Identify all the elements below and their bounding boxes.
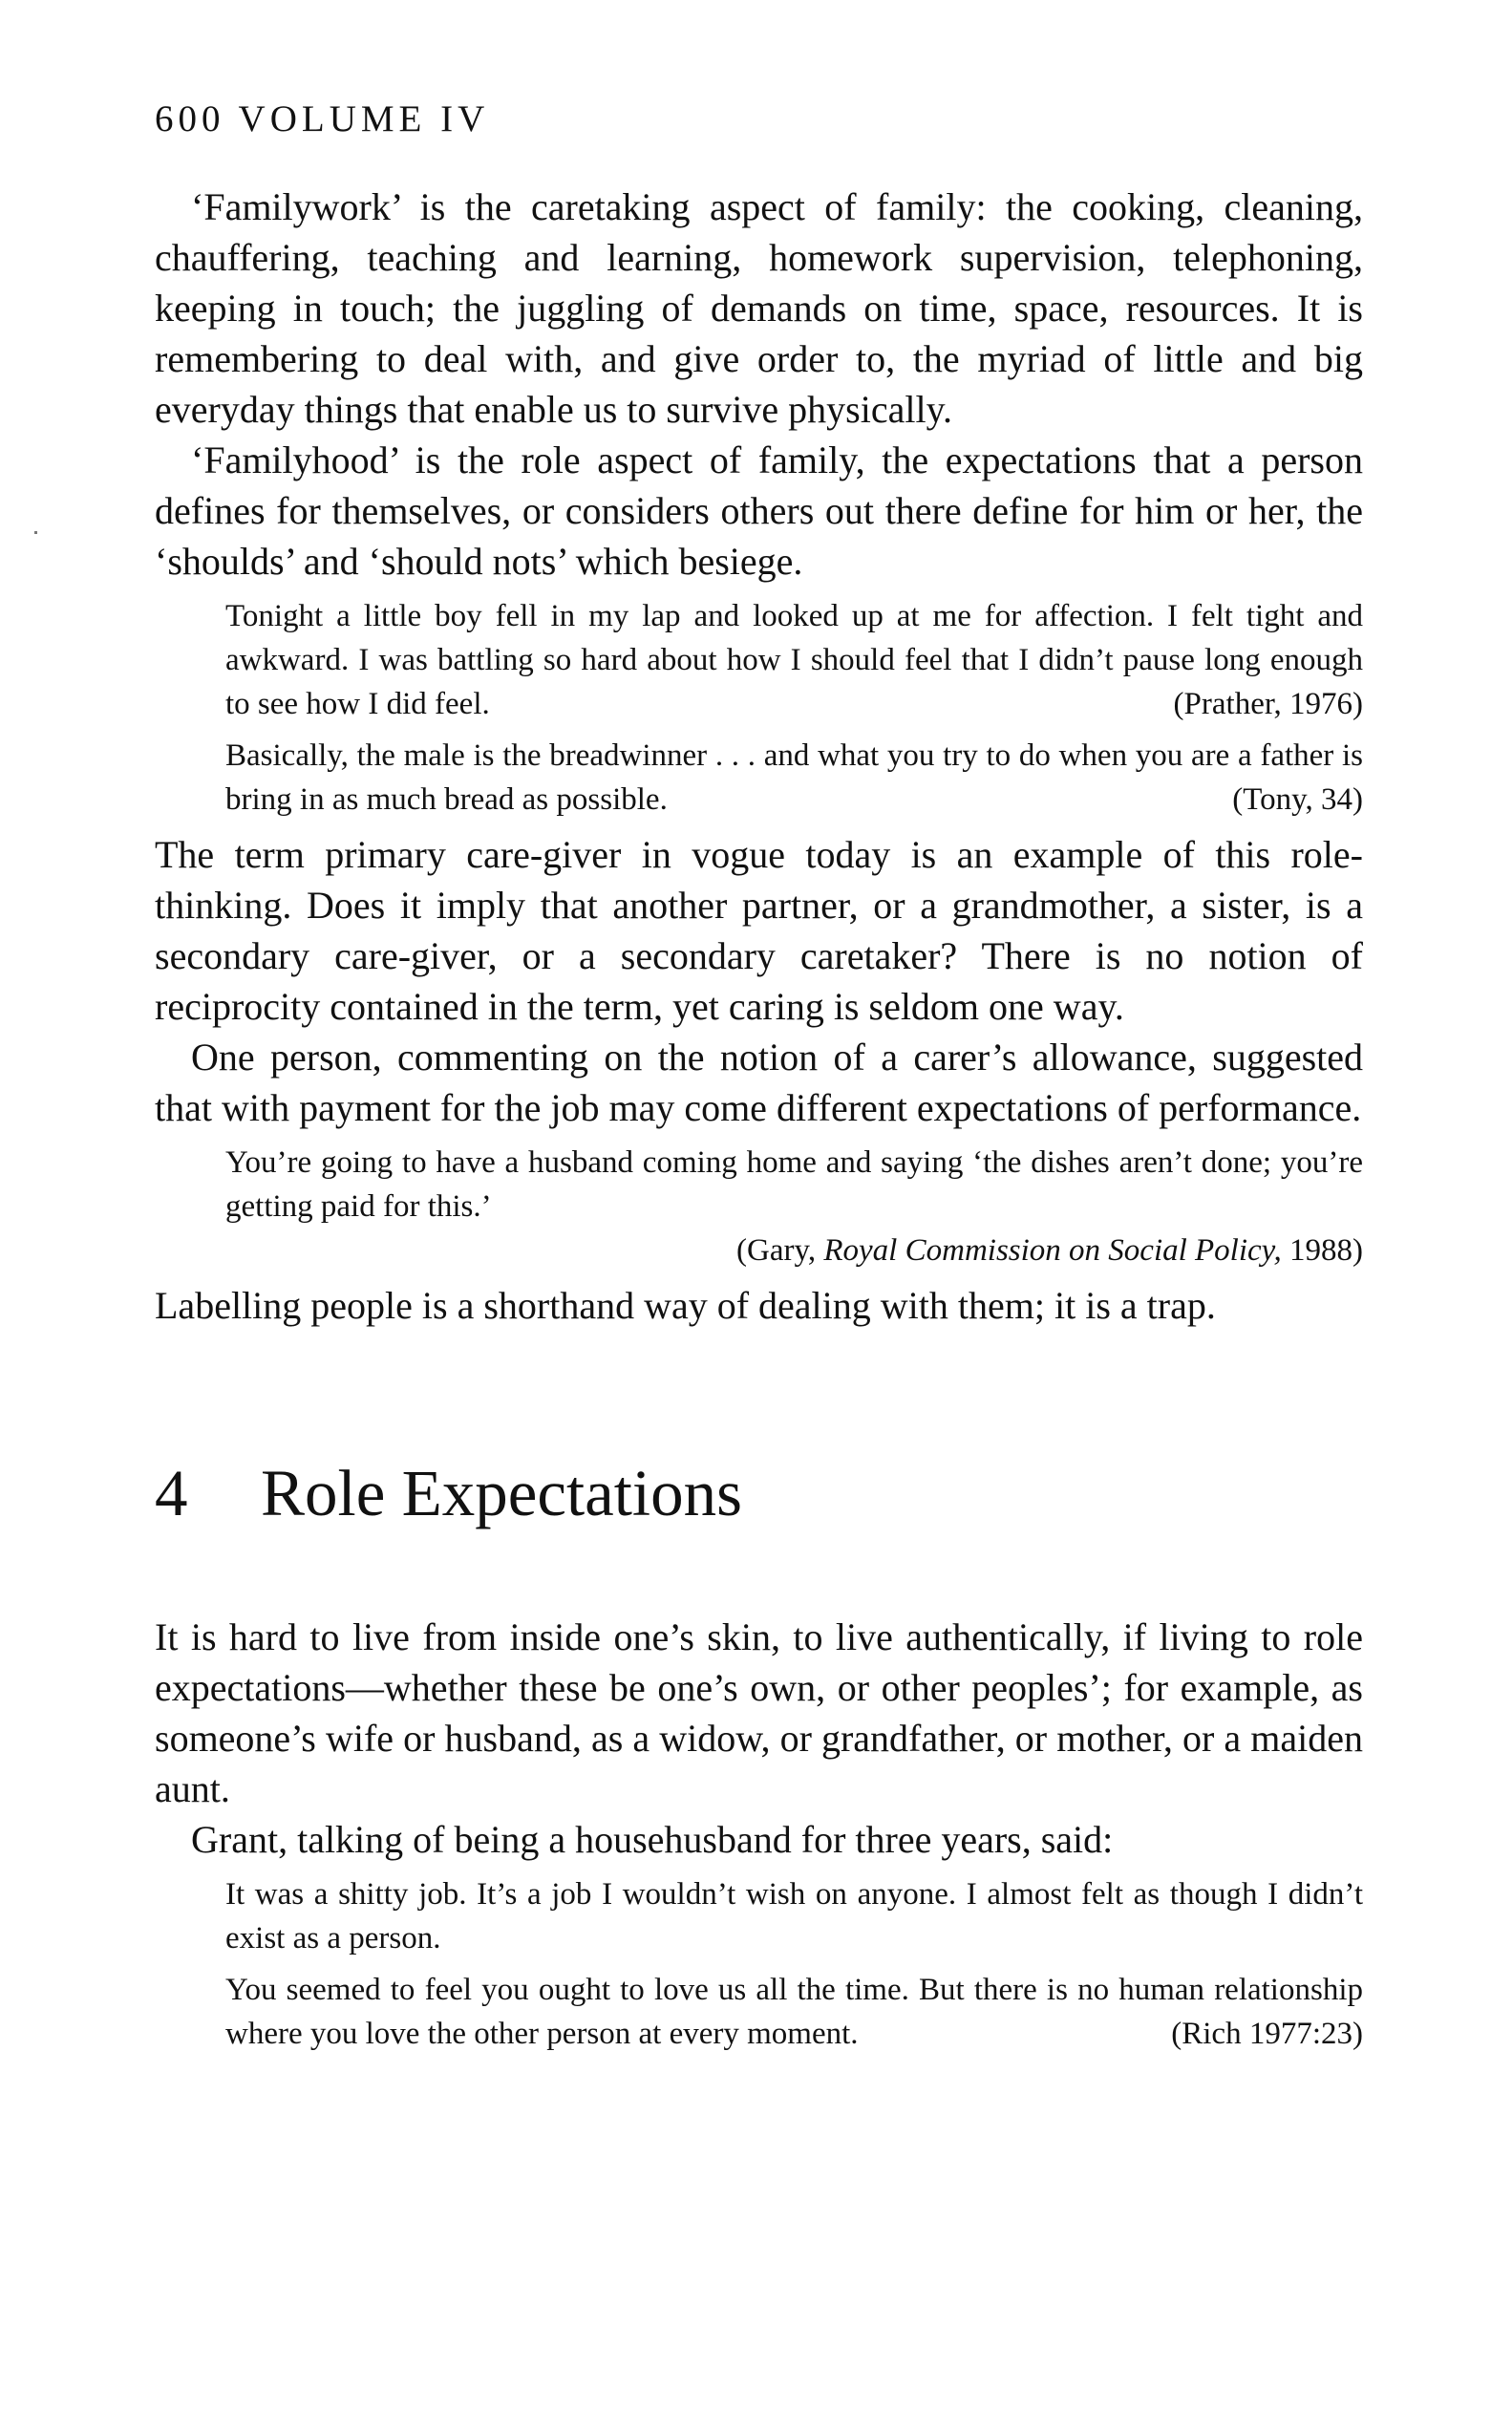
section-heading [155, 1455, 1363, 1531]
quote-citation [225, 1229, 1363, 1272]
running-head: 600 VOLUME IV [155, 98, 490, 139]
quote-grant [225, 1872, 1363, 1960]
quote-rich [225, 1968, 1363, 2056]
paragraph-familywork: ‘Familywork’ is the caretaking aspect of family: the cooking, cleaning, chauffering, teaching and learning, homework supervision, telephoning, keeping in touch; the juggling of demands on time, space, resources. It is remembering to deal with, and give order to, the myriad of little and big everyday things that enable us to survive physically. [155, 185, 1363, 431]
paragraph-role-expectations: It is hard to live from inside one’s skin, to live authentically, if living to role expectations—whether these be one’s own, or other peoples’; for example, as someone’s wife or husband, as a widow, or grandfather, or mother, or a maiden aunt. [155, 1615, 1363, 1810]
paragraph-familyhood: ‘Familyhood’ is the role aspect of family, the expectations that a person defines for themselves, or considers others out there define for him or her, the ‘shoulds’ and ‘should nots’ which besiege. [155, 438, 1363, 583]
quote-text: Tonight a little boy fell in my lap and looked up at me for affection. I felt tight and awkward. I was battling so hard about how I should feel that I didn’t pause long enough to see how I did feel. [225, 599, 1363, 721]
quote-citation: (Rich 1977:23) [1171, 2017, 1363, 2051]
section-number: 4 [155, 1457, 188, 1529]
citation-year: 1988) [1281, 1233, 1363, 1268]
paragraph-labelling: Labelling people is a shorthand way of dealing with them; it is a trap. [155, 1284, 1216, 1327]
section-title: Role Expectations [261, 1457, 742, 1529]
quote-tony [225, 734, 1363, 822]
quote-prather [225, 594, 1363, 726]
paragraph-grant: Grant, talking of being a househusband for three years, said: [191, 1818, 1114, 1861]
paragraph-carers-allowance: One person, commenting on the notion of a carer’s allowance, suggested that with payment for the job may come different expectations of performance. [155, 1036, 1363, 1129]
quote-text: Basically, the male is the breadwinner . . . and what you try to do when you are a father is bring in as much bread as possible. [225, 738, 1363, 817]
quote-text: You seemed to feel you ought to love us all the time. But there is no human relationship where you love the other person at every moment. [225, 1973, 1363, 2051]
stray-mark [34, 531, 37, 534]
citation-source: Royal Commission on Social Policy, [823, 1233, 1282, 1268]
quote-text: You’re going to have a husband coming home and saying ‘the dishes aren’t done; you’re getting paid for this.’ [225, 1145, 1363, 1224]
paragraph-primary-care-giver: The term primary care-giver in vogue today is an example of this role-thinking. Does it imply that another partner, or a grandmother, a sister, is a secondary care-giver, or a secondary caretaker? There is no notion of reciprocity contained in the term, yet caring is seldom one way. [155, 833, 1363, 1028]
quote-citation: (Tony, 34) [1232, 782, 1363, 817]
quote-citation: (Prather, 1976) [1173, 687, 1363, 721]
quote-text: It was a shitty job. It’s a job I wouldn’t wish on anyone. I almost felt as though I didn’t exist as a person. [225, 1877, 1363, 1956]
page-body [155, 182, 1363, 2063]
citation-author: (Gary, [736, 1233, 824, 1268]
quote-gary [225, 1141, 1363, 1272]
